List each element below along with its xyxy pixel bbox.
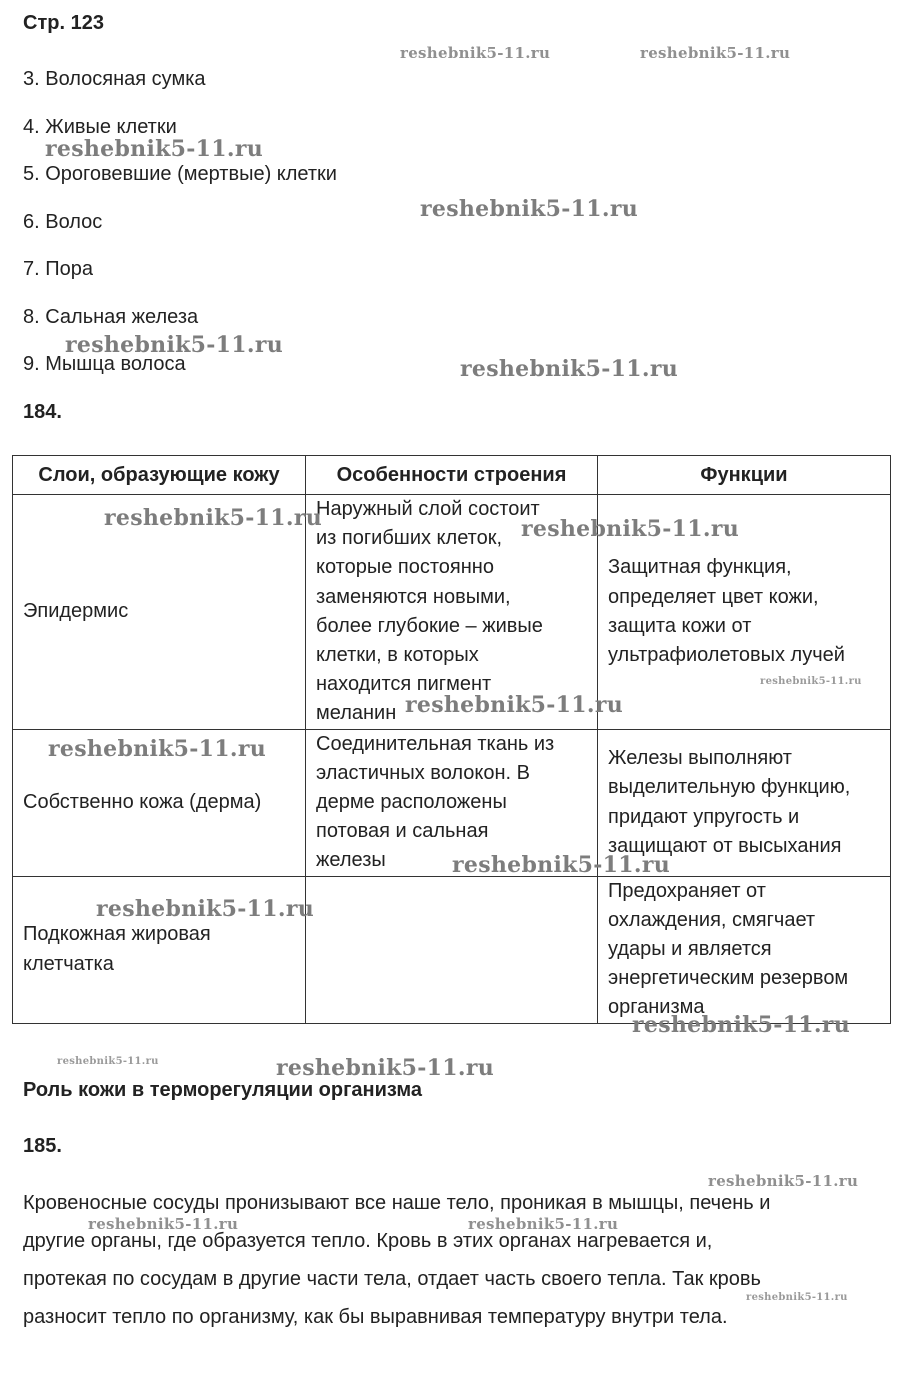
function-cell: Предохраняет от охлаждения, смягчает удары и является энергетическим резервом организма: [598, 876, 891, 1023]
list-item: 5. Ороговевшие (мертвые) клетки: [23, 163, 337, 185]
list-item: 4. Живые клетки: [23, 116, 177, 138]
column-header-layers: Слои, образующие кожу: [13, 456, 306, 495]
layer-cell: Эпидермис: [13, 495, 306, 730]
watermark: reshebnik5-11.ru: [760, 676, 862, 687]
watermark: reshebnik5-11.ru: [276, 1055, 495, 1081]
column-header-functions: Функции: [598, 456, 891, 495]
watermark: reshebnik5-11.ru: [521, 516, 740, 542]
watermark: reshebnik5-11.ru: [57, 1056, 159, 1067]
list-item: 7. Пора: [23, 258, 93, 280]
paragraph-line: Кровеносные сосуды пронизывают все наше тело, проникая в мышцы, печень и: [23, 1192, 771, 1214]
paragraph-line: разносит тепло по организму, как бы выравнивая температуру внутри тела.: [23, 1306, 728, 1328]
watermark: reshebnik5-11.ru: [468, 1215, 619, 1233]
watermark: reshebnik5-11.ru: [640, 44, 791, 62]
watermark: reshebnik5-11.ru: [48, 736, 267, 762]
layer-cell: Подкожная жировая клетчатка: [13, 876, 306, 1023]
table-header-row: [13, 456, 891, 495]
watermark: reshebnik5-11.ru: [708, 1172, 859, 1190]
list-item: 8. Сальная железа: [23, 306, 199, 328]
function-cell: Защитная функция, определяет цвет кожи, защита кожи от ультрафиолетовых лучей: [598, 495, 891, 730]
task-number-184: 184.: [23, 401, 62, 423]
task-number-185: 185.: [23, 1135, 62, 1157]
structure-cell: Наружный слой состоит из погибших клеток, которые постоянно заменяются новыми, более глубокие – живые клетки, в которых находится пигмент меланин: [306, 495, 598, 730]
structure-cell-empty: [306, 876, 598, 1023]
watermark: reshebnik5-11.ru: [65, 332, 284, 358]
list-item: 6. Волос: [23, 211, 103, 233]
watermark: reshebnik5-11.ru: [45, 136, 264, 162]
structure-cell: Соединительная ткань из эластичных волокон. В дерме расположены потовая и сальная железы: [306, 729, 598, 876]
page-header: Стр. 123: [23, 12, 104, 34]
paragraph-line: другие органы, где образуется тепло. Кровь в этих органах нагревается и,: [23, 1230, 713, 1252]
section-title: Роль кожи в терморегуляции организма: [23, 1079, 423, 1101]
watermark: reshebnik5-11.ru: [104, 505, 323, 531]
list-item: 3. Волосяная сумка: [23, 68, 206, 90]
watermark: reshebnik5-11.ru: [460, 356, 679, 382]
watermark: reshebnik5-11.ru: [400, 44, 551, 62]
watermark: reshebnik5-11.ru: [88, 1215, 239, 1233]
watermark: reshebnik5-11.ru: [96, 896, 315, 922]
watermark: reshebnik5-11.ru: [452, 852, 671, 878]
function-cell: Железы выполняют выделительную функцию, придают упругость и защищают от высыхания: [598, 729, 891, 876]
watermark: reshebnik5-11.ru: [420, 196, 639, 222]
watermark: reshebnik5-11.ru: [405, 692, 624, 718]
watermark: reshebnik5-11.ru: [746, 1292, 848, 1303]
watermark: reshebnik5-11.ru: [632, 1012, 851, 1038]
column-header-structure: Особенности строения: [306, 456, 598, 495]
list-item: 9. Мышца волоса: [23, 353, 186, 375]
layer-cell: Собственно кожа (дерма): [13, 729, 306, 876]
paragraph-line: протекая по сосудам в другие части тела, отдает часть своего тепла. Так кровь: [23, 1268, 761, 1290]
